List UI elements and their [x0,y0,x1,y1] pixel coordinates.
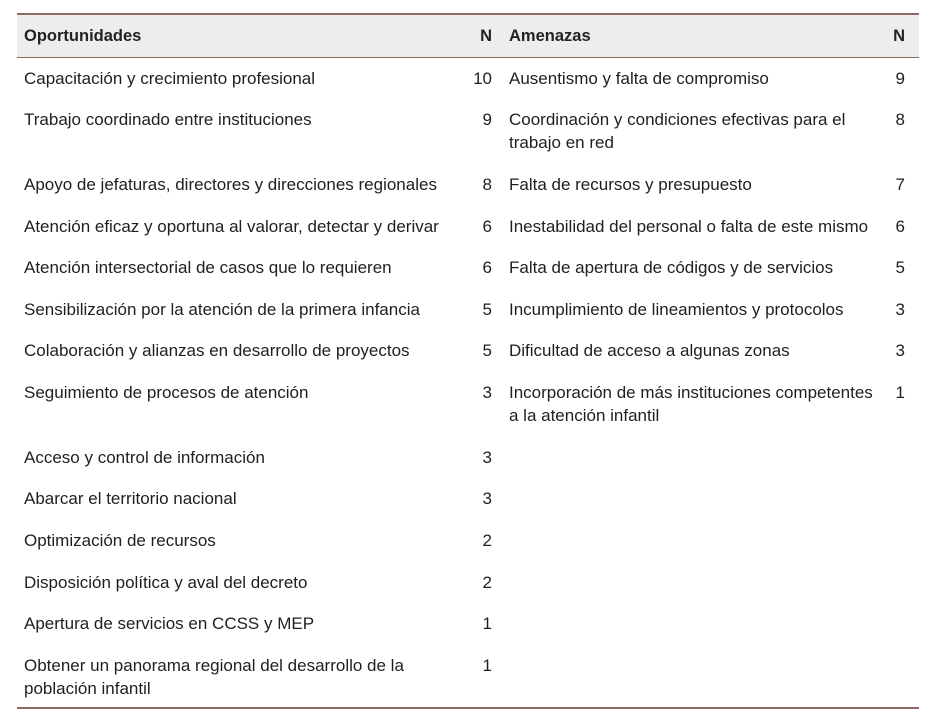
opportunity-n: 3 [482,489,492,508]
opportunity-label: Abarcar el territorio nacional [24,489,237,508]
opportunity-label: Obtener un panorama regional del desarrollo de la población infantil [24,656,404,698]
threat-label: Coordinación y condiciones efectivas para el trabajo en red [509,110,846,152]
opportunity-label: Atención intersectorial de casos que lo requieren [24,258,392,277]
threat-n: 7 [895,175,905,194]
opportunity-n: 8 [482,175,492,194]
threat-label: Incorporación de más instituciones competentes a la atención infantil [509,383,873,425]
opportunity-label: Sensibilización por la atención de la primera infancia [24,300,420,319]
threat-label: Inestabilidad del personal o falta de este mismo [509,217,869,236]
table-header [17,15,919,58]
opportunity-label: Colaboración y alianzas en desarrollo de proyectos [24,341,410,360]
threat-label: Ausentismo y falta de compromiso [509,69,769,88]
opportunity-label: Apoyo de jefaturas, directores y direcciones regionales [24,175,437,194]
threat-n: 9 [895,69,905,88]
opportunity-label: Disposición política y aval del decreto [24,573,308,592]
opportunity-label: Acceso y control de información [24,448,265,467]
opportunity-label: Capacitación y crecimiento profesional [24,69,316,88]
opportunity-label: Apertura de servicios en CCSS y MEP [24,614,315,633]
threat-n: 8 [895,110,905,129]
opportunity-n: 1 [482,656,492,675]
threat-label: Dificultad de acceso a algunas zonas [509,341,790,360]
opportunity-n: 9 [482,110,492,129]
opportunity-label: Atención eficaz y oportuna al valorar, detectar y derivar [24,217,439,236]
threat-n: 1 [895,383,905,402]
threat-label: Falta de recursos y presupuesto [509,175,752,194]
opportunity-n: 2 [482,531,492,550]
threat-n: 3 [895,300,905,319]
header-amenazas: Amenazas [509,27,591,45]
oportunidades-amenazas-table [17,13,919,709]
header-oportunidades: Oportunidades [24,27,142,45]
threat-n: 3 [895,341,905,360]
threat-n: 6 [895,217,905,236]
header-n-left: N [480,27,492,45]
opportunity-n: 3 [482,383,492,402]
opportunity-n: 6 [482,217,492,236]
header-n-right: N [893,27,905,45]
opportunity-n: 10 [473,69,492,88]
threat-label: Falta de apertura de códigos y de servicios [509,258,834,277]
opportunity-label: Trabajo coordinado entre instituciones [24,110,312,129]
opportunity-n: 1 [482,614,492,633]
opportunity-n: 3 [482,448,492,467]
opportunity-n: 6 [482,258,492,277]
opportunity-label: Optimización de recursos [24,531,216,550]
threat-label: Incumplimiento de lineamientos y protocolos [509,300,844,319]
threat-n: 5 [895,258,905,277]
opportunity-n: 5 [482,300,492,319]
opportunity-label: Seguimiento de procesos de atención [24,383,309,402]
opportunity-n: 2 [482,573,492,592]
opportunity-n: 5 [482,341,492,360]
